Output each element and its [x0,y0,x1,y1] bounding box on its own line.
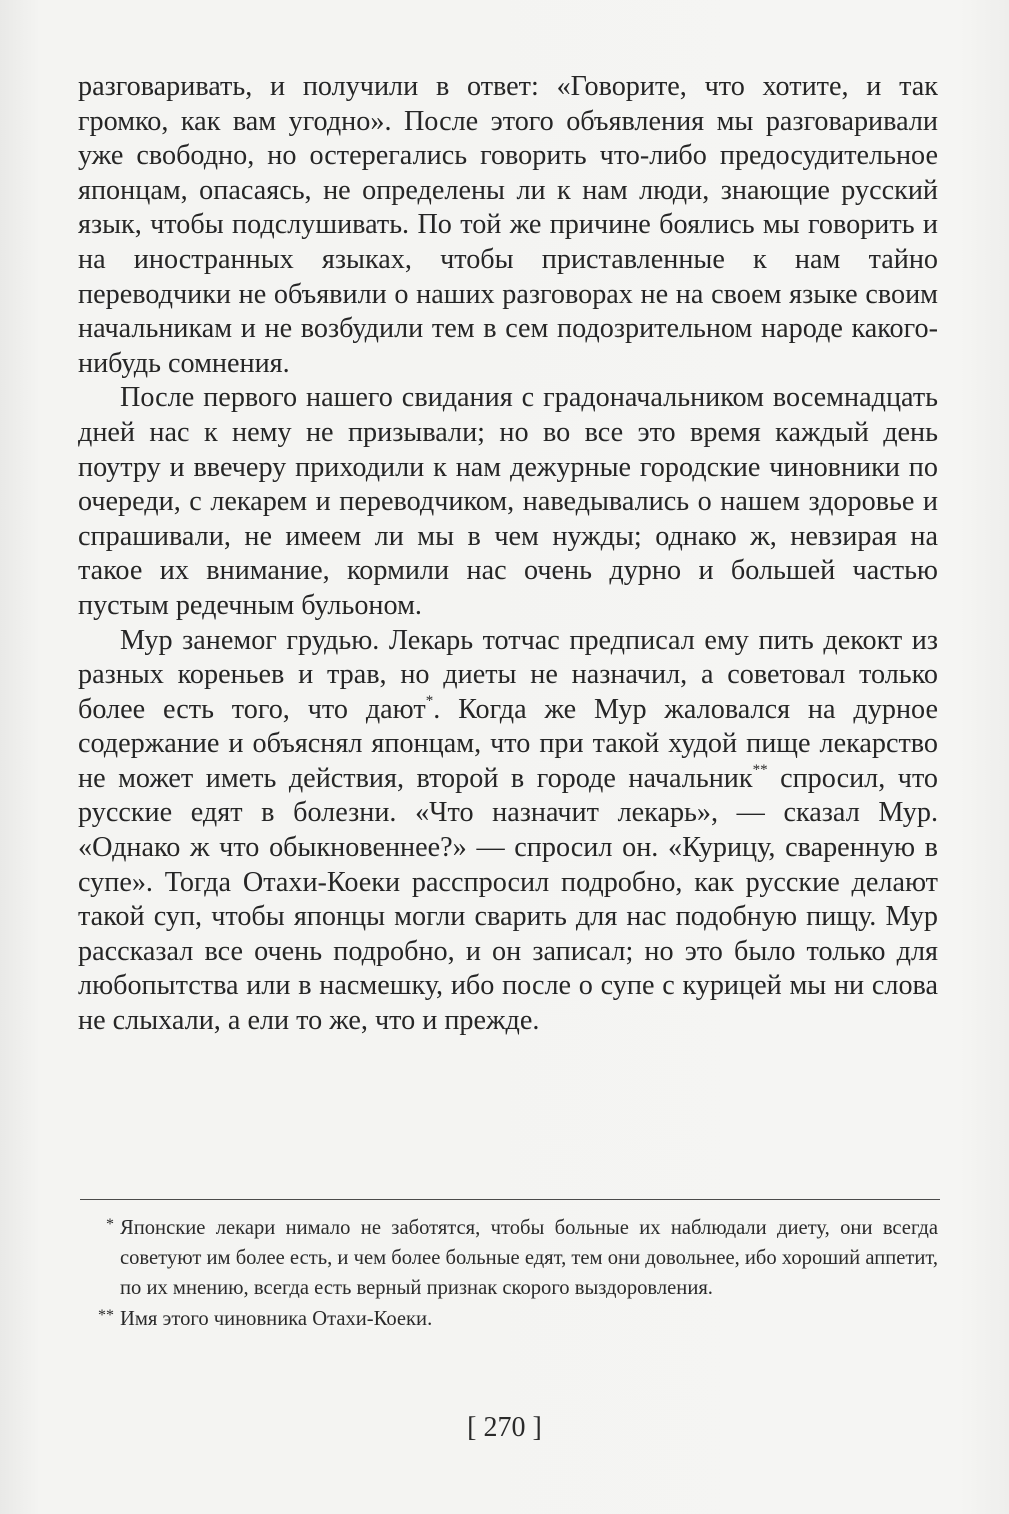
paragraph-1: разговаривать, и получили в ответ: «Говорите, что хотите, и так громко, как вам угодно». После этого объявления мы разговаривали уже свободно, но остерегались говорить что-либо предосудительное японцам, опасаясь, не определены ли к нам люди, знающие русский язык, чтобы подслушивать. По той же причине боялись мы говорить и на иностранных языках, чтобы приставленные к нам тайно переводчики не объявили о наших разговорах не на своем языке своим начальникам и не возбудили тем в сем подозрительном народе какого-нибудь сомнения. [78,71,938,379]
footnote-ref-2: ** [752,762,768,779]
footnote-2 [80,1305,938,1335]
footnote-ref-1: * [425,693,434,710]
paragraph-3 [78,624,938,1039]
footnote-1 [80,1214,938,1303]
page-number: [ 270 ] [467,1412,542,1443]
paragraph-2: После первого нашего свидания с градоначальником восемнадцать дней нас к нему не призывали; но во все это время каждый день поутру и ввечеру приходили к нам дежурные городские чиновники по очереди, с лекарем и переводчиком, наведывались о нашем здоровье и спрашивали, не имеем ли мы в чем нужды; однако ж, невзирая на такое их внимание, кормили нас очень дурно и большей частью пустым редечным бульоном. [78,382,938,621]
footnote-1-mark: * [106,1216,114,1233]
paragraph-3-part-2: . Когда же Мур жаловался на дурное содержание и объяснял японцам, что при такой худой пище лекарство не может иметь действия, второй в городе начальник [78,693,938,794]
footnote-2-text: Имя этого чиновника Отахи-Коеки. [120,1308,433,1331]
footnote-2-mark: ** [98,1307,114,1325]
footnote-divider [80,1199,940,1200]
paragraph-3-part-3: спросил, что русские едят в болезни. «Что назначит лекарь», — сказал Мур. «Однако ж что обыкновеннее?» — спросил он. «Курицу, сваренную в супе». Тогда Отахи-Коеки расспросил подробно, как русские делают такой суп, чтобы японцы могли сварить для нас подобную пищу. Мур рассказал все очень подробно, и он записал; но это было только для любопытства или в насмешку, ибо после о супе с курицей мы ни слова не слыхали, а ели то же, что и прежде. [78,762,938,1037]
footnotes [80,1214,938,1337]
paragraph-3-part-1: Мур занемог грудью. Лекарь тотчас предписал ему пить декокт из разных кореньев и трав, но диеты не назначил, а советовал только более есть того, что дают [78,624,938,725]
main-text [78,70,938,1039]
footnote-1-text: Японские лекари нимало не заботятся, чтобы больные их наблюдали диету, они всегда советуют им более есть, и чем более больные едят, тем они довольнее, ибо хороший аппетит, по их мнению, всегда есть верный признак скорого выздоровления. [120,1217,938,1299]
